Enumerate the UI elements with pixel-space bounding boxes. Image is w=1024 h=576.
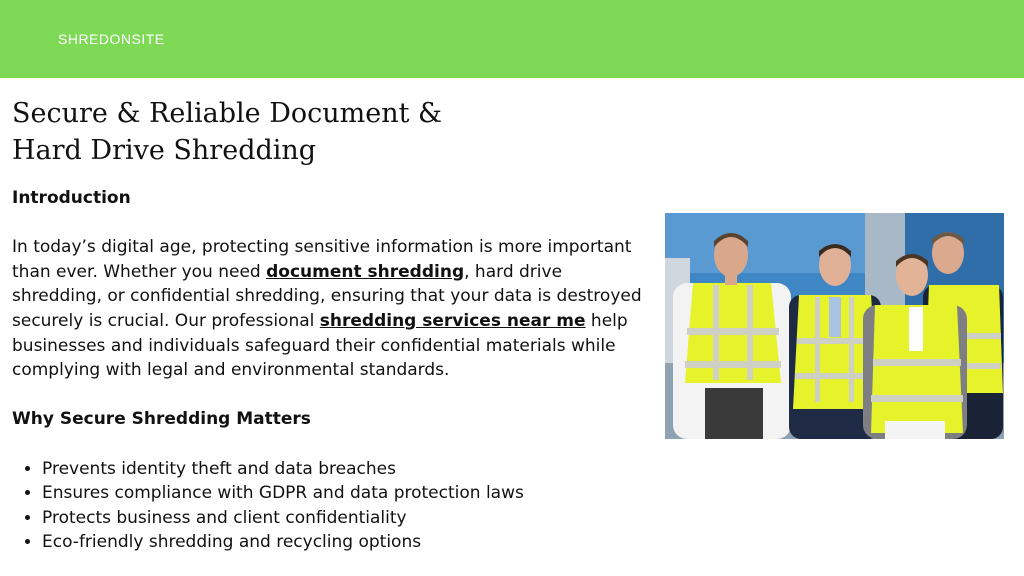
intro-paragraph bbox=[12, 235, 657, 383]
shredding-services-link[interactable]: shredding services near me bbox=[319, 310, 586, 331]
intro-text-3: help businesses and individuals safeguard their confidential materials while complying with legal and environmental standards. bbox=[12, 310, 628, 381]
intro-text-1: In today’s digital age, protecting sensitive information is more important than ever. Whether you need bbox=[12, 237, 632, 282]
benefits-list bbox=[12, 457, 657, 555]
document-shredding-link[interactable]: document shredding bbox=[266, 261, 465, 282]
intro-text-2: , hard drive shredding, or confidential shredding, ensuring that your data is destroyed securely is crucial. Our professional bbox=[12, 261, 642, 331]
team-photo-illustration bbox=[665, 213, 1004, 439]
brand-logo-link[interactable]: SHREDONSITE bbox=[58, 31, 165, 47]
intro-heading: Introduction bbox=[12, 188, 131, 208]
site-header bbox=[0, 0, 1024, 78]
list-item: • Ensures compliance with GDPR and data protection laws bbox=[42, 481, 657, 506]
page-title: Secure & Reliable Document & Hard Drive Shredding bbox=[12, 98, 443, 166]
list-item: • Protects business and client confidentiality bbox=[42, 506, 657, 531]
team-photo bbox=[665, 213, 1004, 439]
main-content bbox=[12, 186, 657, 555]
list-item: • Prevents identity theft and data breaches bbox=[42, 457, 657, 482]
list-item: • Eco-friendly shredding and recycling options bbox=[42, 530, 657, 555]
why-heading: Why Secure Shredding Matters bbox=[12, 409, 311, 430]
